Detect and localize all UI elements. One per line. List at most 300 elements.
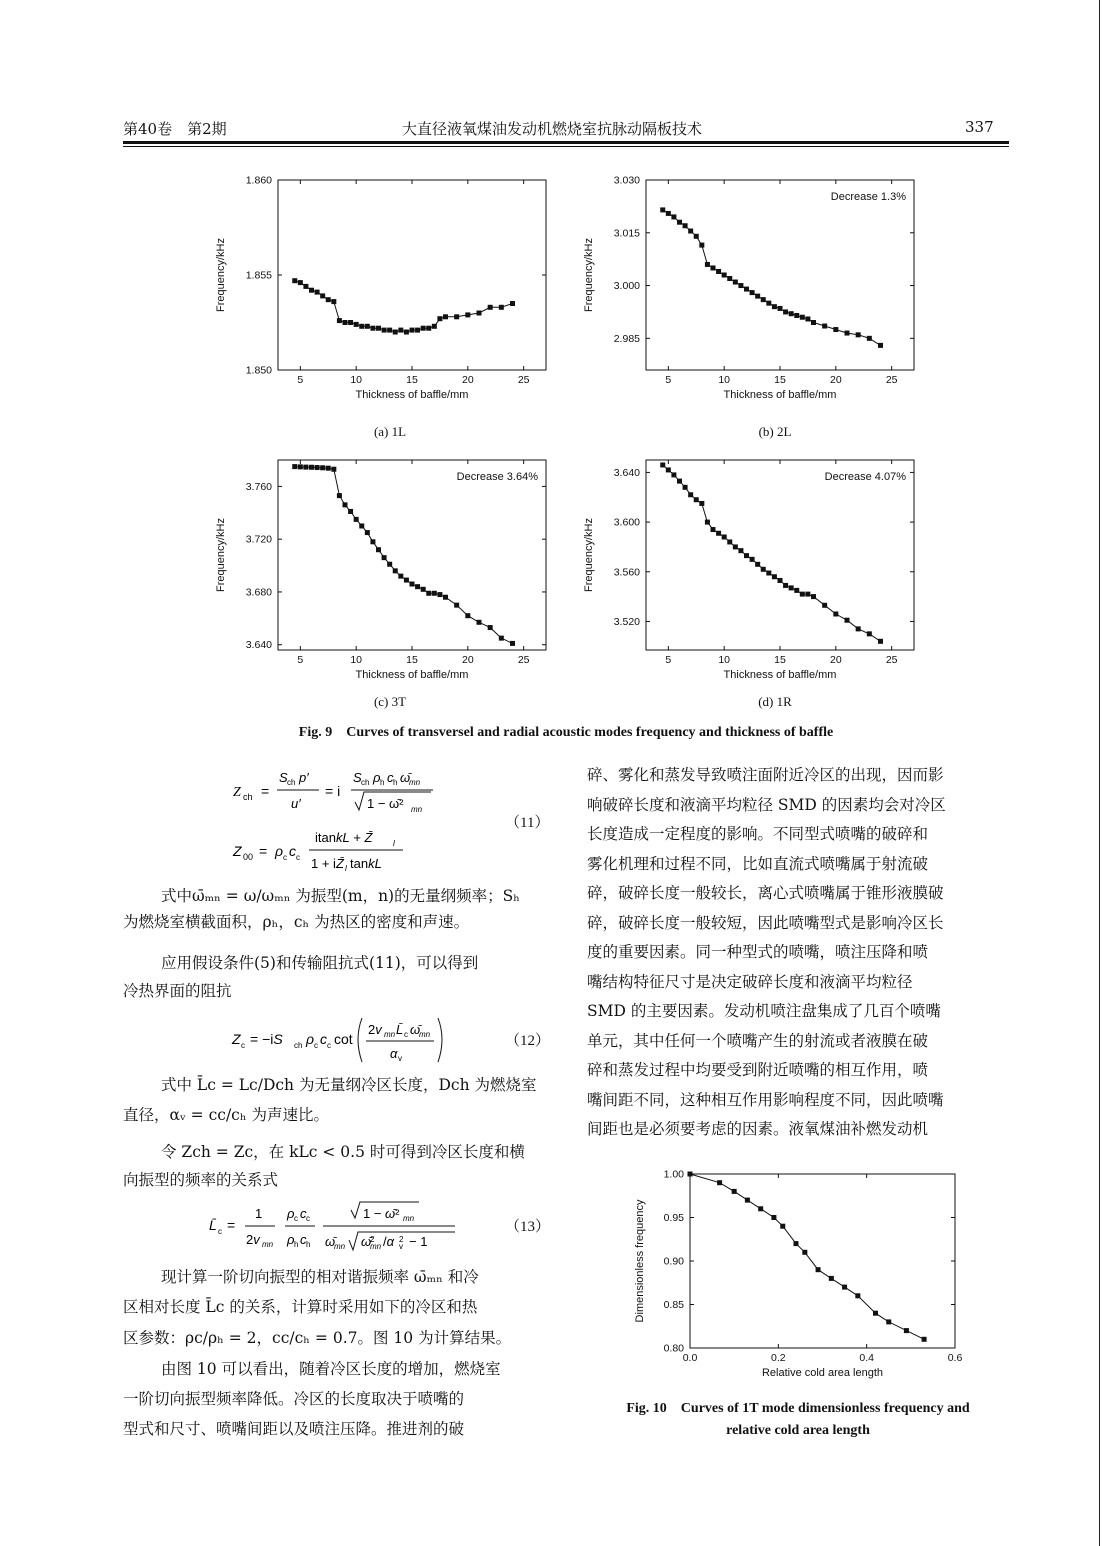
svg-text:mn: mn bbox=[384, 1030, 396, 1039]
data-point bbox=[845, 331, 850, 336]
data-point bbox=[404, 578, 409, 583]
series-line bbox=[295, 467, 513, 644]
header-rule-thin bbox=[123, 146, 1009, 147]
svg-text:c: c bbox=[294, 1214, 298, 1223]
svg-text:c: c bbox=[320, 1031, 327, 1047]
data-point bbox=[727, 276, 732, 281]
x-axis-label: Thickness of baffle/mm bbox=[355, 669, 469, 681]
data-point bbox=[677, 220, 682, 225]
subcaption-c: (c) 3T bbox=[373, 694, 407, 709]
x-tick-label: 0.4 bbox=[859, 1352, 874, 1364]
x-tick-label: 0.2 bbox=[771, 1352, 786, 1364]
data-point bbox=[348, 320, 353, 325]
data-point bbox=[465, 312, 470, 317]
right-column-line: 长度造成一定程度的影响。不同型式喷嘴的破碎和 bbox=[587, 825, 929, 843]
svg-text:=: = bbox=[261, 783, 270, 799]
chart-1r bbox=[578, 448, 918, 693]
data-point bbox=[393, 330, 398, 335]
data-point bbox=[822, 603, 827, 608]
figure-10-caption-line-2: relative cold area length bbox=[726, 1423, 870, 1438]
data-point bbox=[387, 328, 392, 333]
data-point bbox=[878, 343, 883, 348]
svg-text:ω̄: ω̄ bbox=[325, 1234, 336, 1249]
x-tick-label: 5 bbox=[665, 654, 672, 666]
equation-11-number: （11） bbox=[505, 815, 550, 831]
data-point bbox=[410, 328, 415, 333]
data-point bbox=[758, 1206, 763, 1211]
data-point bbox=[922, 1337, 927, 1342]
x-axis-label: Thickness of baffle/mm bbox=[723, 669, 837, 681]
data-point bbox=[716, 269, 721, 274]
data-point bbox=[660, 207, 665, 212]
data-point bbox=[805, 316, 810, 321]
data-point bbox=[829, 1276, 834, 1281]
svg-text:mn: mn bbox=[411, 805, 423, 814]
data-point bbox=[683, 223, 688, 228]
data-point bbox=[677, 479, 682, 484]
data-point bbox=[766, 301, 771, 306]
data-point bbox=[800, 592, 805, 597]
svg-text:00: 00 bbox=[243, 852, 254, 862]
data-point bbox=[778, 306, 783, 311]
data-point bbox=[303, 284, 308, 289]
data-point bbox=[733, 280, 738, 285]
data-point bbox=[320, 293, 325, 298]
data-point bbox=[755, 294, 760, 299]
data-point bbox=[443, 595, 448, 600]
right-column-line: 度的重要因素。同一种型式的喷嘴，喷注压降和喷 bbox=[587, 943, 929, 961]
data-point bbox=[671, 472, 676, 477]
y-tick-label: 3.680 bbox=[245, 586, 272, 599]
svg-text:2: 2 bbox=[399, 1235, 404, 1244]
series-line bbox=[690, 1174, 924, 1339]
data-point bbox=[772, 574, 777, 579]
svg-text:mn: mn bbox=[403, 1214, 415, 1223]
data-point bbox=[370, 326, 375, 331]
data-point bbox=[744, 287, 749, 292]
data-point bbox=[842, 1285, 847, 1290]
data-point bbox=[331, 299, 336, 304]
subcaption-a: (a) 1L bbox=[373, 424, 407, 439]
svg-text:ω̄: ω̄ bbox=[361, 1234, 372, 1249]
data-point bbox=[783, 583, 788, 588]
data-point bbox=[886, 1319, 891, 1324]
y-tick-label: 2.985 bbox=[613, 332, 640, 345]
paragraph-6-line-1: 由图 10 可以看出，随着冷区长度的增加，燃烧室 bbox=[161, 1360, 501, 1378]
svg-text:tankL: tankL bbox=[350, 856, 382, 871]
x-tick-label: 10 bbox=[718, 654, 731, 666]
data-point bbox=[833, 611, 838, 616]
svg-text:p′: p′ bbox=[299, 770, 309, 785]
x-tick-label: 5 bbox=[297, 654, 304, 666]
data-point bbox=[398, 328, 403, 333]
data-point bbox=[802, 1250, 807, 1255]
x-tick-label: 15 bbox=[774, 374, 786, 386]
svg-text:L̄: L̄ bbox=[209, 1217, 217, 1233]
data-point bbox=[705, 520, 710, 525]
data-point bbox=[733, 544, 738, 549]
x-tick-label: 25 bbox=[517, 654, 530, 666]
data-point bbox=[426, 591, 431, 596]
y-axis-label: Frequency/kHz bbox=[583, 518, 595, 592]
svg-text:1 − ω̄²: 1 − ω̄² bbox=[363, 1206, 400, 1221]
data-point bbox=[359, 324, 364, 329]
running-title: 大直径液氧煤油发动机燃烧室抗脉动隔板技术 bbox=[402, 120, 703, 138]
data-point bbox=[488, 305, 493, 310]
data-point bbox=[711, 527, 716, 532]
data-point bbox=[789, 311, 794, 316]
svg-text:= i: = i bbox=[325, 783, 341, 799]
data-point bbox=[337, 318, 342, 323]
data-point bbox=[745, 1198, 750, 1203]
svg-text:cot: cot bbox=[334, 1031, 353, 1047]
data-point bbox=[671, 214, 676, 219]
data-point bbox=[727, 539, 732, 544]
plot-frame bbox=[278, 180, 546, 370]
data-point bbox=[683, 485, 688, 490]
svg-text:2v: 2v bbox=[368, 1022, 382, 1037]
svg-text:Z: Z bbox=[232, 1031, 241, 1047]
data-point bbox=[873, 1311, 878, 1316]
data-point bbox=[376, 326, 381, 331]
svg-text:L̄: L̄ bbox=[396, 1022, 404, 1037]
data-point bbox=[421, 326, 426, 331]
y-tick-label: 3.000 bbox=[613, 280, 640, 293]
data-point bbox=[437, 316, 442, 321]
data-point bbox=[298, 280, 303, 285]
x-tick-label: 25 bbox=[885, 374, 898, 386]
paragraph-2-line-1: 应用假设条件(5)和传输阻抗式(11)，可以得到 bbox=[161, 954, 479, 972]
data-point bbox=[309, 465, 314, 470]
y-tick-label: 3.015 bbox=[613, 227, 640, 240]
data-point bbox=[771, 1215, 776, 1220]
data-point bbox=[666, 211, 671, 216]
data-point bbox=[382, 555, 387, 560]
svg-text:h: h bbox=[306, 1240, 311, 1249]
y-tick-label: 3.560 bbox=[613, 566, 640, 579]
data-point bbox=[794, 588, 799, 593]
right-column-line: 雾化机理和过程不同，比如直流式喷嘴属于射流破 bbox=[587, 854, 929, 873]
svg-text:c: c bbox=[296, 853, 300, 862]
data-point bbox=[477, 311, 482, 316]
svg-text:2: 2 bbox=[370, 1235, 375, 1244]
x-tick-label: 10 bbox=[718, 374, 731, 386]
data-point bbox=[354, 322, 359, 327]
data-point bbox=[805, 592, 810, 597]
data-point bbox=[292, 278, 297, 283]
x-tick-label: 5 bbox=[665, 374, 672, 386]
paragraph-6-line-2: 一阶切向振型频率降低。冷区的长度取决于喷嘴的 bbox=[123, 1390, 465, 1408]
paragraph-5-line-3: 区参数：ρc/ρₕ = 2，cc/cₕ = 0.7。图 10 为计算结果。 bbox=[123, 1329, 512, 1347]
paragraph-5-line-2: 区相对长度 L̄c 的关系，计算时采用如下的冷区和热 bbox=[123, 1298, 478, 1316]
data-point bbox=[694, 497, 699, 502]
data-point bbox=[499, 305, 504, 310]
svg-text:h: h bbox=[380, 778, 385, 787]
data-point bbox=[772, 304, 777, 309]
svg-text:α: α bbox=[390, 1046, 398, 1061]
figure-9-caption: Fig. 9 Curves of transversel and radial acoustic modes frequency and thickness of baffle bbox=[298, 725, 834, 740]
data-point bbox=[421, 587, 426, 592]
data-point bbox=[443, 314, 448, 319]
right-column-line: 碎，破碎长度一般较长，离心式喷嘴属于锥形液膜破 bbox=[587, 884, 944, 902]
data-point bbox=[822, 324, 827, 329]
svg-text:2v: 2v bbox=[246, 1232, 260, 1247]
data-point bbox=[744, 553, 749, 558]
data-point bbox=[437, 592, 442, 597]
paragraph-3-line-2: 直径，αᵥ = cc/cₕ 为声速比。 bbox=[123, 1106, 329, 1124]
svg-text:v: v bbox=[399, 1242, 403, 1251]
data-point bbox=[904, 1328, 909, 1333]
x-tick-label: 15 bbox=[774, 654, 786, 666]
chart-3t bbox=[210, 448, 550, 693]
svg-text:ω̄: ω̄ bbox=[410, 1022, 421, 1037]
x-tick-label: 5 bbox=[297, 374, 304, 386]
svg-text:ρ: ρ bbox=[275, 843, 284, 859]
svg-text:mn: mn bbox=[419, 1030, 431, 1039]
data-point bbox=[510, 301, 515, 306]
paragraph-6-line-3: 型式和尺寸、喷嘴间距以及喷注压降。推进剂的破 bbox=[123, 1420, 465, 1438]
y-tick-label: 3.600 bbox=[613, 516, 640, 529]
data-point bbox=[326, 466, 331, 471]
data-point bbox=[454, 603, 459, 608]
x-tick-label: 10 bbox=[350, 654, 363, 666]
y-axis-label: Frequency/kHz bbox=[215, 518, 227, 592]
data-point bbox=[688, 492, 693, 497]
series-line bbox=[295, 281, 513, 332]
data-point bbox=[666, 467, 671, 472]
data-point bbox=[415, 584, 420, 589]
data-point bbox=[811, 594, 816, 599]
svg-text:c: c bbox=[241, 1041, 245, 1050]
data-point bbox=[660, 462, 665, 467]
y-tick-label: 3.030 bbox=[613, 174, 640, 187]
svg-text:ch: ch bbox=[287, 778, 296, 787]
y-tick-label: 3.760 bbox=[245, 480, 272, 493]
y-tick-label: 0.90 bbox=[663, 1255, 684, 1268]
svg-text:c: c bbox=[306, 1214, 310, 1223]
data-point bbox=[856, 626, 861, 631]
annotation-label: Decrease 1.3% bbox=[830, 191, 906, 203]
data-point bbox=[800, 315, 805, 320]
data-point bbox=[688, 229, 693, 234]
x-tick-label: 10 bbox=[350, 374, 363, 386]
data-point bbox=[393, 568, 398, 573]
y-tick-label: 0.80 bbox=[663, 1342, 684, 1355]
x-axis-label: Thickness of baffle/mm bbox=[355, 389, 469, 401]
data-point bbox=[717, 1180, 722, 1185]
data-point bbox=[722, 534, 727, 539]
right-column-line: 单元，其中任何一个喷嘴产生的射流或者液膜在破 bbox=[587, 1031, 929, 1050]
data-point bbox=[415, 328, 420, 333]
svg-text:S: S bbox=[353, 770, 362, 785]
data-point bbox=[376, 547, 381, 552]
svg-text:ch: ch bbox=[361, 778, 370, 787]
svg-text:= −iS: = −iS bbox=[250, 1031, 283, 1047]
data-point bbox=[343, 502, 348, 507]
data-point bbox=[867, 631, 872, 636]
page-number: 337 bbox=[965, 118, 994, 136]
x-tick-label: 20 bbox=[461, 374, 474, 386]
data-point bbox=[320, 465, 325, 470]
data-point bbox=[750, 290, 755, 295]
svg-text:ρ: ρ bbox=[306, 1031, 315, 1047]
svg-text:/α: /α bbox=[383, 1234, 395, 1249]
svg-text:=: = bbox=[259, 843, 268, 859]
svg-text:v: v bbox=[398, 1054, 402, 1063]
subcaption-d: (d) 1R bbox=[758, 694, 792, 709]
data-point bbox=[404, 330, 409, 335]
svg-text:mn: mn bbox=[262, 1240, 274, 1249]
svg-text:ρ: ρ bbox=[287, 1206, 295, 1221]
plot-frame bbox=[690, 1174, 955, 1348]
data-point bbox=[298, 464, 303, 469]
data-point bbox=[794, 1241, 799, 1246]
svg-text:ρ: ρ bbox=[373, 770, 381, 785]
data-point bbox=[761, 297, 766, 302]
data-point bbox=[326, 297, 331, 302]
svg-text:c: c bbox=[327, 1041, 331, 1050]
svg-text:c: c bbox=[404, 1030, 408, 1039]
x-tick-label: 20 bbox=[829, 654, 842, 666]
paragraph-2-line-2: 冷热界面的阻抗 bbox=[123, 982, 232, 1000]
svg-text:l: l bbox=[393, 839, 395, 848]
data-point bbox=[855, 1293, 860, 1298]
data-point bbox=[370, 539, 375, 544]
data-point bbox=[510, 641, 515, 646]
svg-text:ρ: ρ bbox=[287, 1232, 295, 1247]
right-column-line: SMD 的主要因素。发动机喷注盘集成了几百个喷嘴 bbox=[587, 1002, 941, 1020]
x-tick-label: 0.0 bbox=[682, 1352, 698, 1364]
right-column-line: 碎、雾化和蒸发导致喷注面附近冷区的出现，因而影 bbox=[587, 766, 944, 784]
paragraph-4-line-2: 向振型的频率的关系式 bbox=[123, 1171, 279, 1189]
chart-fig10 bbox=[625, 1160, 970, 1390]
x-axis-label: Thickness of baffle/mm bbox=[723, 389, 837, 401]
data-point bbox=[365, 530, 370, 535]
data-point bbox=[688, 1172, 693, 1177]
data-point bbox=[488, 625, 493, 630]
data-point bbox=[699, 501, 704, 506]
x-tick-label: 20 bbox=[461, 654, 474, 666]
data-point bbox=[794, 313, 799, 318]
equation-12-number: （12） bbox=[505, 1033, 551, 1049]
data-point bbox=[410, 582, 415, 587]
paragraph-1 bbox=[123, 884, 548, 909]
paragraph-1-line-2: 为燃烧室横截面积，ρₕ，cₕ 为热区的密度和声速。 bbox=[123, 913, 470, 931]
y-tick-label: 0.85 bbox=[663, 1299, 684, 1311]
data-point bbox=[705, 262, 710, 267]
svg-text:h: h bbox=[393, 778, 398, 787]
data-point bbox=[365, 324, 370, 329]
paragraph-4-line-1: 令 Zch = Zc，在 kLc < 0.5 时可得到冷区长度和横 bbox=[161, 1143, 525, 1161]
header-rule-thick bbox=[123, 141, 1009, 144]
right-column-line: 碎，破碎长度一般较短，因此喷嘴型式是影响冷区长 bbox=[587, 913, 944, 932]
right-column-line: 嘴间距不同，这种相互作用影响程度不同，因此喷嘴 bbox=[587, 1090, 944, 1109]
y-tick-label: 3.640 bbox=[613, 466, 640, 479]
svg-text:mn: mn bbox=[370, 1242, 382, 1251]
svg-text:Z: Z bbox=[233, 785, 241, 800]
equation-13-number: （13） bbox=[505, 1219, 551, 1235]
data-point bbox=[331, 467, 336, 472]
data-point bbox=[755, 562, 760, 567]
data-point bbox=[699, 243, 704, 248]
data-point bbox=[766, 571, 771, 576]
svg-text:itankL + Z̄: itankL + Z̄ bbox=[315, 830, 373, 845]
y-tick-label: 1.00 bbox=[663, 1168, 684, 1181]
svg-text:− 1: − 1 bbox=[409, 1234, 428, 1249]
data-point bbox=[454, 314, 459, 319]
data-point bbox=[315, 465, 320, 470]
x-tick-label: 15 bbox=[406, 374, 418, 386]
y-tick-label: 1.860 bbox=[245, 174, 272, 187]
svg-text:c: c bbox=[314, 1041, 318, 1050]
x-axis-label: Relative cold area length bbox=[761, 1367, 884, 1379]
data-point bbox=[465, 613, 470, 618]
data-point bbox=[426, 326, 431, 331]
svg-text:c: c bbox=[387, 770, 394, 785]
right-column-line: 间距也是必须要考虑的因素。液氧煤油补燃发动机 bbox=[587, 1120, 929, 1138]
series-line bbox=[663, 465, 881, 641]
data-point bbox=[315, 290, 320, 295]
data-point bbox=[477, 620, 482, 625]
y-axis-label: Dimensionless frequency bbox=[634, 1199, 646, 1323]
annotation-label: Decrease 3.64% bbox=[456, 471, 538, 483]
y-axis-label: Frequency/kHz bbox=[215, 238, 227, 312]
figure-10-caption-line-1: Fig. 10 Curves of 1T mode dimensionless frequency and bbox=[626, 1401, 970, 1416]
data-point bbox=[716, 531, 721, 536]
series-line bbox=[663, 210, 881, 346]
paragraph-1-line-1: 式中ω̄ₘₙ = ω/ωₘₙ 为振型(m，n)的无量纲频率；Sₕ bbox=[161, 887, 520, 905]
x-tick-label: 25 bbox=[517, 374, 530, 386]
y-tick-label: 1.855 bbox=[245, 269, 272, 282]
data-point bbox=[292, 464, 297, 469]
page-edge-line bbox=[1099, 0, 1100, 1546]
y-tick-label: 0.95 bbox=[663, 1212, 684, 1224]
x-tick-label: 25 bbox=[885, 654, 898, 666]
chart-1l bbox=[210, 168, 550, 413]
x-tick-label: 15 bbox=[406, 654, 418, 666]
svg-text:c: c bbox=[300, 1232, 307, 1247]
data-point bbox=[382, 328, 387, 333]
equation-12 bbox=[228, 1012, 478, 1067]
data-point bbox=[432, 324, 437, 329]
data-point bbox=[732, 1189, 737, 1194]
y-tick-label: 1.850 bbox=[245, 364, 272, 377]
data-point bbox=[387, 562, 392, 567]
data-point bbox=[343, 320, 348, 325]
data-point bbox=[348, 509, 353, 514]
svg-text:mn: mn bbox=[334, 1242, 346, 1251]
paragraph-3-line-1: 式中 L̄c = Lc/Dch 为无量纲冷区长度，Dch 为燃烧室 bbox=[161, 1076, 537, 1094]
svg-text:h: h bbox=[294, 1240, 299, 1249]
svg-text:1 − ω̄²: 1 − ω̄² bbox=[367, 796, 404, 811]
svg-text:S: S bbox=[279, 770, 288, 785]
data-point bbox=[738, 283, 743, 288]
data-point bbox=[337, 493, 342, 498]
svg-text:l: l bbox=[345, 864, 347, 873]
x-tick-label: 20 bbox=[829, 374, 842, 386]
data-point bbox=[711, 265, 716, 270]
data-point bbox=[816, 1267, 821, 1272]
svg-text:Z: Z bbox=[233, 843, 242, 859]
plot-frame bbox=[278, 460, 546, 650]
svg-text:1: 1 bbox=[255, 1206, 263, 1221]
svg-text:ch: ch bbox=[294, 1041, 303, 1050]
right-column-line: 嘴结构特征尺寸是决定破碎长度和液滴平均粒径 bbox=[587, 972, 913, 991]
x-tick-label: 0.6 bbox=[947, 1352, 963, 1364]
data-point bbox=[750, 557, 755, 562]
data-point bbox=[878, 639, 883, 644]
subcaption-b: (b) 2L bbox=[758, 424, 792, 439]
